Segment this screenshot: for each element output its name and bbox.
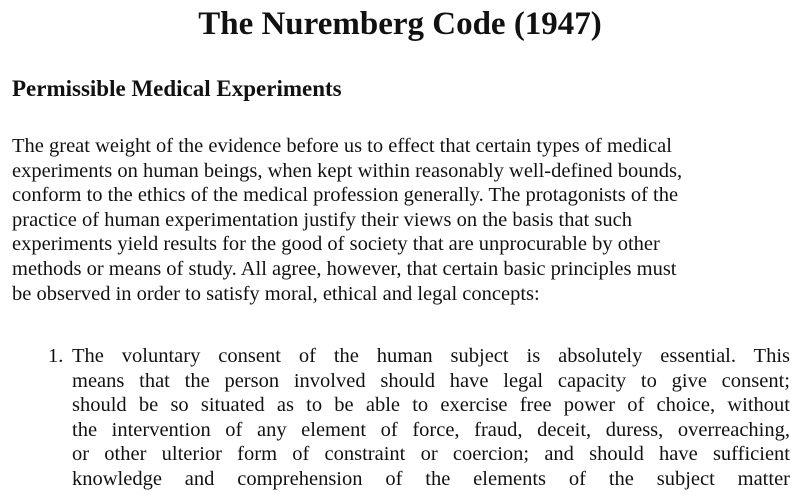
list-item-line: or other ulterior form of constraint or coercion; and should have sufficient [72, 443, 790, 466]
principles-list [48, 344, 790, 492]
list-item-line: The voluntary consent of the human subject is absolutely essential. This [72, 345, 790, 367]
list-item-line: should be so situated as to be able to exercise free power of choice, without [72, 394, 790, 417]
paragraph-line: practice of human experimentation justify their views on the basis that such [12, 208, 632, 231]
paragraph-line: be observed in order to satisfy moral, ethical and legal concepts: [12, 282, 540, 305]
paragraph-line: conform to the ethics of the medical profession generally. The protagonists of the [12, 184, 679, 207]
paragraph-line: experiments yield results for the good of society that are unprocurable by other [12, 233, 660, 256]
paragraph-line: experiments on human beings, when kept within reasonably well-defined bounds, [12, 159, 683, 182]
paragraph-line: methods or means of study. All agree, however, that certain basic principles must [12, 257, 677, 280]
list-item-line: the intervention of any element of force, fraud, deceit, duress, overreaching, [72, 418, 790, 441]
list-item-line: knowledge and comprehension of the elements of the subject matter [72, 467, 790, 490]
paragraph-line: The great weight of the evidence before us to effect that certain types of medical [12, 135, 672, 157]
intro-paragraph [12, 134, 682, 306]
section-heading: Permissible Medical Experiments [12, 76, 342, 101]
list-item-number: 1. [48, 345, 64, 367]
list-item [48, 344, 790, 492]
list-item-line: means that the person involved should have legal capacity to give consent; [72, 369, 790, 392]
document-title: The Nuremberg Code (1947) [198, 6, 602, 42]
